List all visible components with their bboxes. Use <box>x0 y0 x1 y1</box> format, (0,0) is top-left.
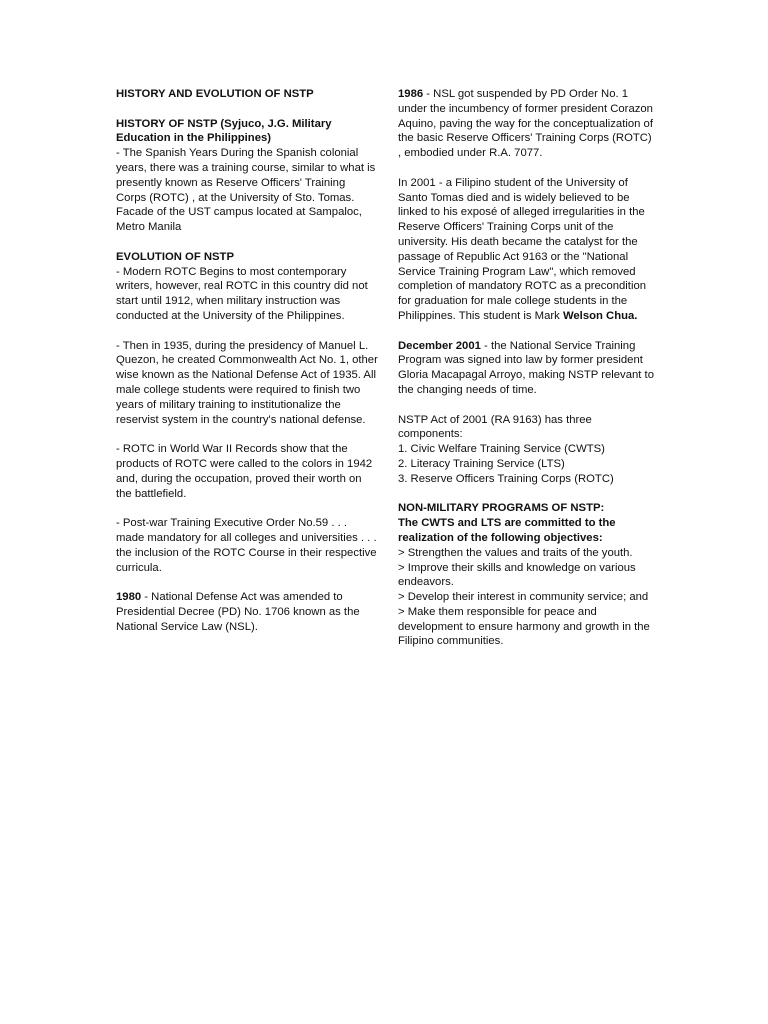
components-intro: NSTP Act of 2001 (RA 9163) has three components: <box>398 413 592 441</box>
quezon-paragraph: - Then in 1935, during the presidency of Manuel L. Quezon, he created Commonwealth Act No. 1, other wise known as the National Defense Act of 1935. All male college students were required to finish two years of military training to institutionalize the reservist system in the country's national defense. <box>116 339 378 426</box>
evolution-paragraph: - Modern ROTC Begins to most contemporary writers, however, real ROTC in this country did not start until 1912, when military instruction was conducted at the University of the Philippines. <box>116 265 368 322</box>
history-paragraph: - The Spanish Years During the Spanish colonial years, there was a training course, similar to what is presently known as Reserve Officers' Training Corps (ROTC) , at the University of Sto. Tomas. Facade of the UST campus located at Sampaloc, Metro Manila <box>116 147 376 234</box>
list-item: > Develop their interest in community service; and <box>398 591 649 604</box>
paragraph-december-2001 <box>398 339 656 398</box>
list-item: 1. Civic Welfare Training Service (CWTS) <box>398 443 605 456</box>
ww2-paragraph: - ROTC in World War II Records show that the products of ROTC were called to the colors in 1942 and, during the occupation, proved their worth on the battlefield. <box>116 443 373 500</box>
year-1986-text: - NSL got suspended by PD Order No. 1 under the incumbency of former president Corazon Aquino, paving the way for the conceptualization of the basic Reserve Officers' Training Corps (ROTC) , embodied under R.A. 7077. <box>398 88 653 160</box>
list-item: > Improve their skills and knowledge on various endeavors. <box>398 561 636 589</box>
paragraph-1986 <box>398 87 656 161</box>
right-column <box>398 87 656 664</box>
document-title: HISTORY AND EVOLUTION OF NSTP <box>116 88 314 100</box>
december-2001-label: December 2001 <box>398 339 481 352</box>
year-2001-text: In 2001 - a Filipino student of the University of Santo Tomas died and is widely believed to be linked to his exposé of alleged irregularities in the Reserve Officers' Training Corps unit of the university. His death became the catalyst for the passage of Republic Act 9163 or the "National Service Training Program Law", which removed completion of mandatory ROTC as a precondition for graduation for male college students in the Philippines. This student is Mark <box>398 176 647 322</box>
history-heading-line2: Education in the Philippines) <box>116 132 272 145</box>
non-military-heading: NON-MILITARY PROGRAMS OF NSTP: <box>398 502 605 515</box>
history-heading <box>116 117 378 147</box>
student-name: Welson Chua. <box>562 309 638 322</box>
list-item: > Make them responsible for peace and development to ensure harmony and growth in the Filipino communities. <box>398 605 650 648</box>
list-item: 2. Literacy Training Service (LTS) <box>398 457 565 470</box>
left-column <box>116 87 378 649</box>
components-list <box>398 442 656 486</box>
objectives-list <box>398 546 656 650</box>
year-1986-label: 1986 <box>398 88 424 100</box>
evolution-heading: EVOLUTION OF NSTP <box>116 250 234 263</box>
objectives-heading: The CWTS and LTS are committed to the realization of the following objectives: <box>398 517 616 544</box>
paragraph-2001 <box>398 176 656 324</box>
history-heading-line1: HISTORY OF NSTP (Syjuco, J.G. Military <box>116 117 332 130</box>
postwar-paragraph: - Post-war Training Executive Order No.59 . . . made mandatory for all colleges and universities . . . the inclusion of the ROTC Course in their respective curricula. <box>116 517 377 574</box>
list-item: > Strengthen the values and traits of the youth. <box>398 546 633 559</box>
year-1980-label: 1980 <box>116 591 142 604</box>
december-2001-text: - the National Service Training Program was signed into law by former president Gloria Macapagal Arroyo, making NSTP relevant to the changing needs of time. <box>398 339 654 396</box>
year-1980-text: - National Defense Act was amended to Presidential Decree (PD) No. 1706 known as the National Service Law (NSL). <box>116 591 360 633</box>
paragraph-1980 <box>116 590 378 634</box>
list-item: 3. Reserve Officers Training Corps (ROTC) <box>398 472 614 485</box>
